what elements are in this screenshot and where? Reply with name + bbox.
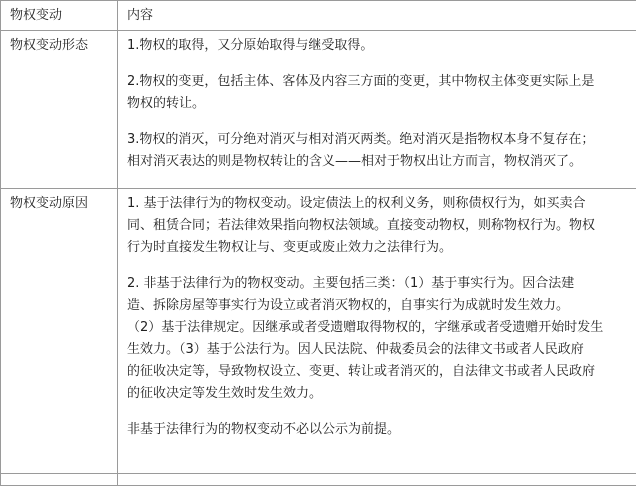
table-row xyxy=(1,474,636,486)
paragraph-line: 3.物权的消灭，可分绝对消灭与相对消灭两类。绝对消灭是指物权本身不复存在； xyxy=(127,129,636,151)
row-label-forms: 物权变动形态 xyxy=(1,31,118,189)
paragraph-line: 行为时直接发生物权让与、变更或废止效力之法律行为。 xyxy=(127,237,636,259)
paragraph-line: 2. 非基于法律行为的物权变动。主要包括三类：（1）基于事实行为。因合法建 xyxy=(127,273,636,295)
header-cell-change: 物权变动 xyxy=(1,1,118,31)
header-cell-content: 内容 xyxy=(118,1,636,31)
table-row xyxy=(1,31,636,189)
paragraph-line: 造、拆除房屋等事实行为设立或者消灭物权的，自事实行为成就时发生效力。 xyxy=(127,295,636,317)
paragraph-line: 2.物权的变更，包括主体、客体及内容三方面的变更，其中物权主体变更实际上是 xyxy=(127,71,636,93)
empty-cell xyxy=(118,474,636,486)
paragraph-line: 同、租赁合同；若法律效果指向物权法领域。直接变动物权，则称物权行为。物权 xyxy=(127,215,636,237)
table-header-row xyxy=(1,1,636,31)
paragraph-line: 非基于法律行为的物权变动不必以公示为前提。 xyxy=(127,419,636,441)
paragraph-line: 的征收决定等发生效时发生效力。 xyxy=(127,383,636,405)
empty-cell xyxy=(1,474,118,486)
paragraph-line: 1. 基于法律行为的物权变动。设定债法上的权利义务，则称债权行为，如买卖合 xyxy=(127,193,636,215)
row-label-causes: 物权变动原因 xyxy=(1,189,118,474)
row-content-causes xyxy=(118,189,636,474)
paragraph-line: 生效力。（3）基于公法行为。因人民法院、仲裁委员会的法律文书或者人民政府 xyxy=(127,339,636,361)
paragraph-line: 1.物权的取得，又分原始取得与继受取得。 xyxy=(127,35,636,57)
paragraph-line: 物权的转让。 xyxy=(127,93,636,115)
row-content-forms xyxy=(118,31,636,189)
table-row xyxy=(1,189,636,474)
paragraph-line: （2）基于法律规定。因继承或者受遗赠取得物权的，字继承或者受遗赠开始时发生 xyxy=(127,317,636,339)
paragraph-line: 相对消灭表达的则是物权转让的含义——相对于物权出让方而言，物权消灭了。 xyxy=(127,151,636,173)
paragraph-line: 的征收决定等，导致物权设立、变更、转让或者消灭的，自法律文书或者人民政府 xyxy=(127,361,636,383)
